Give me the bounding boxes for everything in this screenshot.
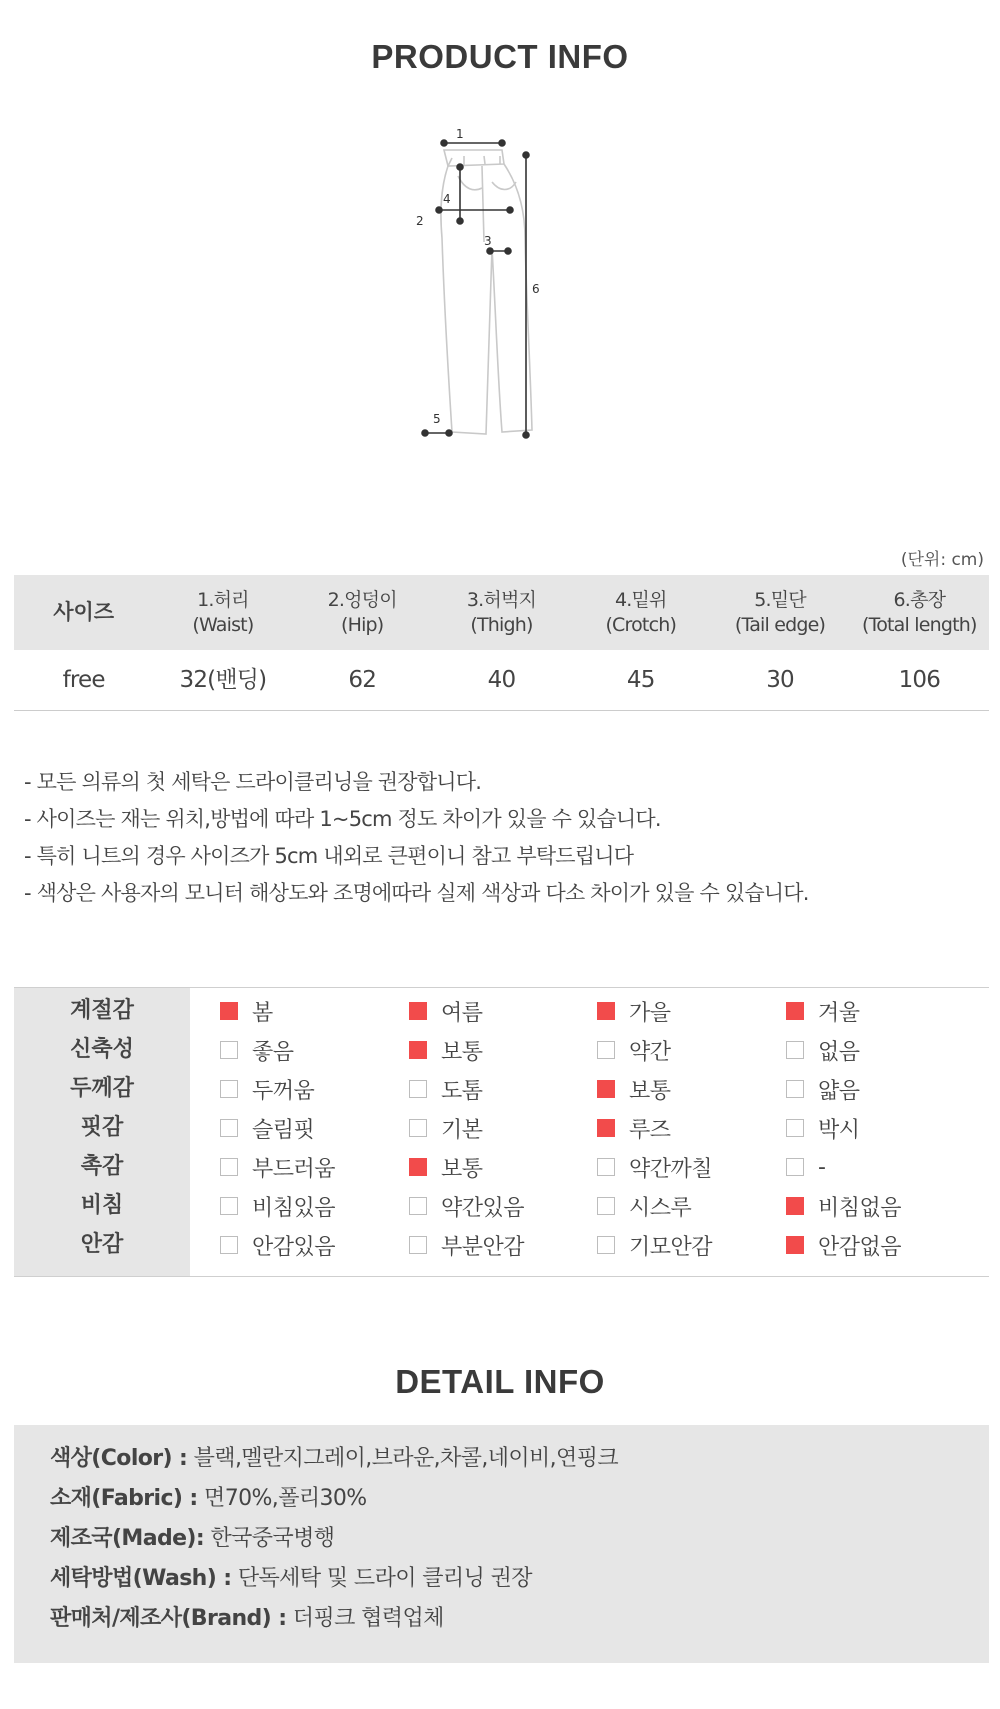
attribute-option bbox=[409, 1070, 483, 1108]
checked-box-icon bbox=[220, 1002, 238, 1020]
attribute-option-label: 안감없음 bbox=[818, 1234, 902, 1260]
attribute-label: 비침 bbox=[80, 1193, 124, 1218]
note-item: - 사이즈는 재는 위치,방법에 따라 1~5cm 정도 차이가 있을 수 있습니다. bbox=[24, 807, 661, 831]
size-cell: 45 bbox=[626, 666, 655, 693]
label-5: 5 bbox=[433, 412, 441, 426]
label-6: 6 bbox=[532, 282, 540, 296]
size-header-cell: 4.밑위 (Crotch) bbox=[605, 588, 677, 636]
attribute-option-label: 좋음 bbox=[252, 1039, 294, 1065]
unchecked-box-icon bbox=[409, 1236, 427, 1254]
unchecked-box-icon bbox=[786, 1041, 804, 1059]
attribute-option bbox=[597, 1226, 712, 1264]
attribute-option-label: - bbox=[818, 1154, 826, 1180]
attribute-row bbox=[14, 1070, 989, 1108]
care-notes bbox=[24, 764, 809, 912]
attribute-label: 계절감 bbox=[70, 998, 134, 1023]
attribute-row bbox=[14, 1148, 989, 1186]
attribute-label: 두께감 bbox=[70, 1076, 134, 1101]
size-table-header bbox=[14, 575, 989, 650]
attribute-row bbox=[14, 1187, 989, 1225]
attribute-option bbox=[409, 1109, 483, 1147]
attribute-option bbox=[786, 1226, 901, 1264]
unchecked-box-icon bbox=[220, 1197, 238, 1215]
unchecked-box-icon bbox=[597, 1236, 615, 1254]
size-header-cell: 1.허리 (Waist) bbox=[192, 588, 254, 636]
attribute-option-label: 도톰 bbox=[441, 1078, 483, 1104]
size-cell: 40 bbox=[487, 666, 516, 693]
size-cell: 32(밴딩) bbox=[179, 666, 267, 693]
attribute-option-label: 약간까칠 bbox=[629, 1156, 713, 1182]
size-header-cell: 2.엉덩이 (Hip) bbox=[327, 588, 397, 636]
size-header-cell: 3.허벅지 (Thigh) bbox=[466, 588, 537, 636]
unchecked-box-icon bbox=[220, 1080, 238, 1098]
attribute-option-label: 기본 bbox=[441, 1117, 483, 1143]
label-1: 1 bbox=[456, 127, 464, 141]
attribute-label: 핏감 bbox=[80, 1115, 124, 1140]
attribute-option bbox=[220, 1031, 294, 1069]
measure-labels bbox=[416, 127, 540, 426]
unchecked-box-icon bbox=[220, 1236, 238, 1254]
pants-diagram bbox=[416, 127, 630, 490]
unchecked-box-icon bbox=[409, 1119, 427, 1137]
attribute-option bbox=[786, 1070, 860, 1108]
detail-wash: 세탁방법(Wash) : 단독세탁 및 드라이 클리닝 권장 bbox=[50, 1566, 532, 1591]
attribute-option bbox=[409, 1187, 524, 1225]
attribute-option bbox=[597, 1070, 671, 1108]
attribute-option-label: 없음 bbox=[818, 1039, 860, 1065]
size-cell: 62 bbox=[348, 666, 377, 693]
note-item: - 특히 니트의 경우 사이즈가 5cm 내외로 큰편이니 참고 부탁드립니다 bbox=[24, 844, 634, 868]
unchecked-box-icon bbox=[220, 1041, 238, 1059]
attribute-option-label: 보통 bbox=[441, 1039, 483, 1065]
checked-box-icon bbox=[597, 1002, 615, 1020]
checked-box-icon bbox=[409, 1041, 427, 1059]
attribute-option bbox=[220, 1109, 314, 1147]
detail-made: 제조국(Made): 한국중국병행 bbox=[50, 1526, 335, 1551]
attribute-option-label: 시스루 bbox=[629, 1195, 692, 1221]
measure-lines bbox=[422, 140, 529, 438]
attribute-option-label: 안감있음 bbox=[252, 1234, 336, 1260]
size-cell: 106 bbox=[898, 666, 941, 693]
unchecked-box-icon bbox=[786, 1158, 804, 1176]
checked-box-icon bbox=[409, 1158, 427, 1176]
attribute-option bbox=[409, 992, 483, 1030]
attribute-label: 촉감 bbox=[80, 1154, 124, 1179]
detail-color: 색상(Color) : 블랙,멜란지그레이,브라운,차콜,네이비,연핑크 bbox=[50, 1446, 619, 1471]
attribute-option-label: 비침없음 bbox=[818, 1195, 902, 1221]
attribute-option bbox=[220, 1148, 335, 1186]
attribute-option-label: 가을 bbox=[629, 1000, 671, 1026]
attribute-option-label: 슬림핏 bbox=[252, 1117, 315, 1143]
table-row bbox=[14, 650, 989, 711]
size-table bbox=[14, 575, 989, 711]
unchecked-box-icon bbox=[597, 1197, 615, 1215]
size-header-cell: 사이즈 bbox=[53, 600, 115, 624]
attribute-option-label: 얇음 bbox=[818, 1078, 860, 1104]
attribute-table bbox=[14, 987, 989, 1277]
attribute-option bbox=[597, 992, 671, 1030]
unchecked-box-icon bbox=[786, 1080, 804, 1098]
detail-fabric: 소재(Fabric) : 면70%,폴리30% bbox=[50, 1486, 367, 1511]
attribute-option-label: 비침있음 bbox=[252, 1195, 336, 1221]
attribute-row bbox=[14, 1109, 989, 1147]
attribute-label: 신축성 bbox=[70, 1037, 134, 1062]
note-item: - 색상은 사용자의 모니터 해상도와 조명에따라 실제 색상과 다소 차이가 있을 수 있습니다. bbox=[24, 881, 809, 905]
attribute-option-label: 여름 bbox=[441, 1000, 483, 1026]
attribute-option bbox=[597, 1109, 671, 1147]
attribute-option-label: 보통 bbox=[441, 1156, 483, 1182]
attribute-option bbox=[786, 1109, 860, 1147]
note-item: - 모든 의류의 첫 세탁은 드라이클리닝을 권장합니다. bbox=[24, 770, 482, 794]
attribute-row bbox=[14, 992, 989, 1030]
unchecked-box-icon bbox=[597, 1158, 615, 1176]
checked-box-icon bbox=[409, 1002, 427, 1020]
attribute-option bbox=[409, 1148, 483, 1186]
detail-info-box bbox=[14, 1425, 989, 1663]
attribute-option-label: 부드러움 bbox=[252, 1156, 336, 1182]
attribute-option bbox=[597, 1031, 671, 1069]
checked-box-icon bbox=[786, 1236, 804, 1254]
detail-brand: 판매처/제조사(Brand) : 더핑크 협력업체 bbox=[50, 1606, 444, 1631]
unchecked-box-icon bbox=[409, 1197, 427, 1215]
checked-box-icon bbox=[597, 1080, 615, 1098]
attribute-option bbox=[220, 1226, 335, 1264]
unit-label: (단위: cm) bbox=[900, 550, 984, 570]
size-cell: 30 bbox=[766, 666, 794, 693]
attribute-option bbox=[597, 1148, 712, 1186]
attribute-option bbox=[597, 1187, 691, 1225]
attribute-option-label: 겨울 bbox=[818, 1000, 860, 1026]
size-cell: free bbox=[62, 666, 105, 693]
attribute-option-label: 약간 bbox=[629, 1039, 671, 1065]
detail-info-title: DETAIL INFO bbox=[395, 1363, 605, 1400]
attribute-row bbox=[14, 1226, 989, 1264]
product-info-title: PRODUCT INFO bbox=[371, 38, 629, 75]
attribute-option bbox=[220, 1187, 335, 1225]
attribute-option bbox=[220, 992, 273, 1030]
attribute-option-label: 부분안감 bbox=[441, 1234, 525, 1260]
label-3: 3 bbox=[484, 234, 492, 248]
size-header-cell: 5.밑단 (Tail edge) bbox=[734, 588, 826, 636]
checked-box-icon bbox=[786, 1197, 804, 1215]
attribute-option bbox=[409, 1226, 524, 1264]
label-4: 4 bbox=[443, 192, 451, 206]
attribute-option bbox=[786, 1031, 860, 1069]
label-2: 2 bbox=[416, 214, 424, 228]
unchecked-box-icon bbox=[786, 1119, 804, 1137]
attribute-option bbox=[786, 1187, 901, 1225]
attribute-option bbox=[409, 1031, 483, 1069]
unchecked-box-icon bbox=[597, 1041, 615, 1059]
pants-outline bbox=[441, 150, 532, 434]
attribute-label: 안감 bbox=[80, 1232, 124, 1257]
attribute-option bbox=[786, 992, 860, 1030]
attribute-option-label: 기모안감 bbox=[629, 1234, 713, 1260]
size-header-cell: 6.총장 (Total length) bbox=[862, 588, 977, 636]
attribute-option-label: 두꺼움 bbox=[252, 1078, 315, 1104]
attribute-row bbox=[14, 1031, 989, 1069]
attribute-option-label: 박시 bbox=[818, 1117, 860, 1143]
unchecked-box-icon bbox=[409, 1080, 427, 1098]
checked-box-icon bbox=[786, 1002, 804, 1020]
attribute-option-label: 루즈 bbox=[629, 1117, 671, 1143]
attribute-option bbox=[786, 1148, 825, 1186]
checked-box-icon bbox=[597, 1119, 615, 1137]
attribute-option bbox=[220, 1070, 314, 1108]
unchecked-box-icon bbox=[220, 1119, 238, 1137]
unchecked-box-icon bbox=[220, 1158, 238, 1176]
attribute-option-label: 보통 bbox=[629, 1078, 671, 1104]
attribute-option-label: 약간있음 bbox=[441, 1195, 525, 1221]
attribute-option-label: 봄 bbox=[252, 1000, 273, 1026]
